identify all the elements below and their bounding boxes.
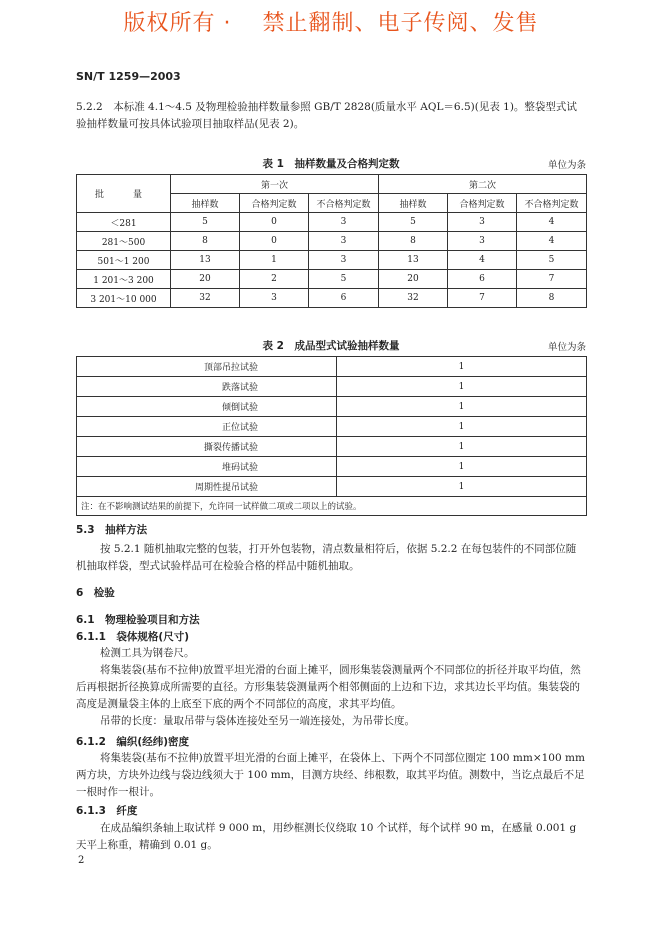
table-row [77, 437, 587, 457]
standard-code: SN/T 1259—2003 [76, 70, 181, 83]
table2 [76, 356, 587, 516]
table-cell: 4 [517, 213, 587, 232]
table-cell: 32 [379, 289, 448, 308]
table-cell: 1 [337, 377, 587, 397]
table-cell: 20 [171, 270, 240, 289]
section-6-1-heading: 6.1 物理检验项目和方法 [76, 614, 200, 626]
table1-subheader: 抽样数 [171, 194, 240, 213]
table-cell: 0 [240, 232, 309, 251]
table-cell: 倾倒试验 [77, 397, 337, 417]
table-row [77, 289, 587, 308]
table-cell: 6 [309, 289, 379, 308]
table-cell: 3 [309, 213, 379, 232]
table-row [77, 397, 587, 417]
table-cell: 7 [448, 289, 517, 308]
section-6-1-1-method: 将集装袋(基布不拉伸)放置平坦光滑的台面上摊平，圆形集装袋测量两个不同部位的折径并取平均值，然后再根据折径换算成所需要的直径。方形集装袋测量两个相邻侧面的上边和下边，求其边长平均值。集装袋的高度是测量袋主体的上底至下底的两个不同部位的高度，求其平均值。 [76, 664, 581, 710]
table-cell: 跌落试验 [77, 377, 337, 397]
table-cell: 3 201～10 000 [77, 289, 171, 308]
table-cell: 周期性提吊试验 [77, 477, 337, 497]
table-cell: 13 [379, 251, 448, 270]
table2-note: 注：在不影响测试结果的前提下，允许同一试样做二项或二项以上的试验。 [77, 497, 587, 516]
table-cell: 5 [379, 213, 448, 232]
table-cell: 8 [171, 232, 240, 251]
section-5-2-2-text: 5.2.2 本标准 4.1～4.5 及物理检验抽样数量参照 GB/T 2828(质量水平 AQL＝6.5)(见表 1)。整袋型式试验抽样数量可按具体试验项目抽取样品(见表 2)。 [76, 101, 577, 130]
table-cell: 5 [517, 251, 587, 270]
section-6-1-3-heading: 6.1.3 纤度 [76, 805, 138, 817]
table2-unit: 单位为条 [547, 342, 586, 353]
table-cell: 6 [448, 270, 517, 289]
table1-group-first: 第一次 [171, 175, 379, 194]
table1 [76, 174, 587, 308]
table1-caption: 表 1 抽样数量及合格判定数 [262, 158, 400, 170]
table-cell: 3 [448, 213, 517, 232]
table1-subheader: 不合格判定数 [517, 194, 587, 213]
table-cell: 1 [337, 477, 587, 497]
table-cell: 1 [240, 251, 309, 270]
section-6-1-2-text: 将集装袋(基布不拉伸)放置平坦光滑的台面上摊平，在袋体上、下两个不同部位圈定 100 mm×100 mm 两方块，方块外边线与袋边线须大于 100 mm，目测方块经、纬根数，取其平均值。测数中，当讫点最后不足一根时作一根计。 [76, 752, 585, 798]
table-cell: 2 [240, 270, 309, 289]
table-cell: 281～500 [77, 232, 171, 251]
table-cell: 5 [309, 270, 379, 289]
section-6-heading: 6 检验 [76, 587, 115, 599]
section-6-1-1-strap: 吊带的长度：量取吊带与袋体连接处至另一端连接处，为吊带长度。 [100, 715, 415, 727]
table-cell: 501～1 200 [77, 251, 171, 270]
table-cell: 7 [517, 270, 587, 289]
section-6-1-3-text: 在成品编织条轴上取试样 9 000 m，用纱框测长仪绕取 10 个试样，每个试样 90 m，在感量 0.001 g 天平上称重，精确到 0.01 g。 [76, 822, 577, 851]
table-cell: 1 [337, 417, 587, 437]
section-5-3-heading: 5.3 抽样方法 [76, 524, 148, 536]
table-row [77, 251, 587, 270]
table-row [77, 417, 587, 437]
section-6-1-2-heading: 6.1.2 编织(经纬)密度 [76, 736, 189, 748]
section-6-1-1-tool: 检测工具为钢卷尺。 [100, 647, 195, 659]
table-cell: 32 [171, 289, 240, 308]
table-row [77, 477, 587, 497]
table-cell: 3 [309, 232, 379, 251]
table-cell: 1 [337, 437, 587, 457]
table1-subheader: 不合格判定数 [309, 194, 379, 213]
table-cell: 1 [337, 457, 587, 477]
table-row [77, 377, 587, 397]
table-cell: 堆码试验 [77, 457, 337, 477]
table1-subheader: 抽样数 [379, 194, 448, 213]
table-cell: 1 201～3 200 [77, 270, 171, 289]
table-cell: 1 [337, 397, 587, 417]
table-cell: 20 [379, 270, 448, 289]
section-5-3-text: 按 5.2.1 随机抽取完整的包装，打开外包装物，清点数量相符后，依据 5.2.2 在每包装件的不同部位随机抽取样袋，型式试验样品可在检验合格的样品中随机抽取。 [76, 543, 577, 572]
table-cell: 4 [517, 232, 587, 251]
table-row [77, 213, 587, 232]
table-cell: 8 [379, 232, 448, 251]
table-note-row [77, 497, 587, 516]
table-cell: 3 [448, 232, 517, 251]
table-row [77, 270, 587, 289]
table-row [77, 357, 587, 377]
table1-group-second: 第二次 [379, 175, 587, 194]
table1-unit: 单位为条 [547, 160, 586, 171]
table-cell: 5 [171, 213, 240, 232]
table-cell: 13 [171, 251, 240, 270]
copyright-banner: 版权所有 · 禁止翻制、电子传阅、发售 [123, 11, 539, 36]
table1-batch-header: 批 量 [77, 175, 171, 213]
table2-caption: 表 2 成品型式试验抽样数量 [262, 340, 400, 352]
table-cell: 1 [337, 357, 587, 377]
table-cell: 4 [448, 251, 517, 270]
table-cell: 撕裂传播试验 [77, 437, 337, 457]
table-cell: 8 [517, 289, 587, 308]
table-cell: 顶部吊拉试验 [77, 357, 337, 377]
table1-subheader: 合格判定数 [448, 194, 517, 213]
table-cell: ＜281 [77, 213, 171, 232]
section-6-1-1-heading: 6.1.1 袋体规格(尺寸) [76, 631, 189, 643]
table-cell: 3 [309, 251, 379, 270]
table-cell: 正位试验 [77, 417, 337, 437]
table-row [77, 457, 587, 477]
table-cell: 0 [240, 213, 309, 232]
table1-subheader: 合格判定数 [240, 194, 309, 213]
page-number: 2 [78, 855, 85, 866]
table-row [77, 232, 587, 251]
table-cell: 3 [240, 289, 309, 308]
